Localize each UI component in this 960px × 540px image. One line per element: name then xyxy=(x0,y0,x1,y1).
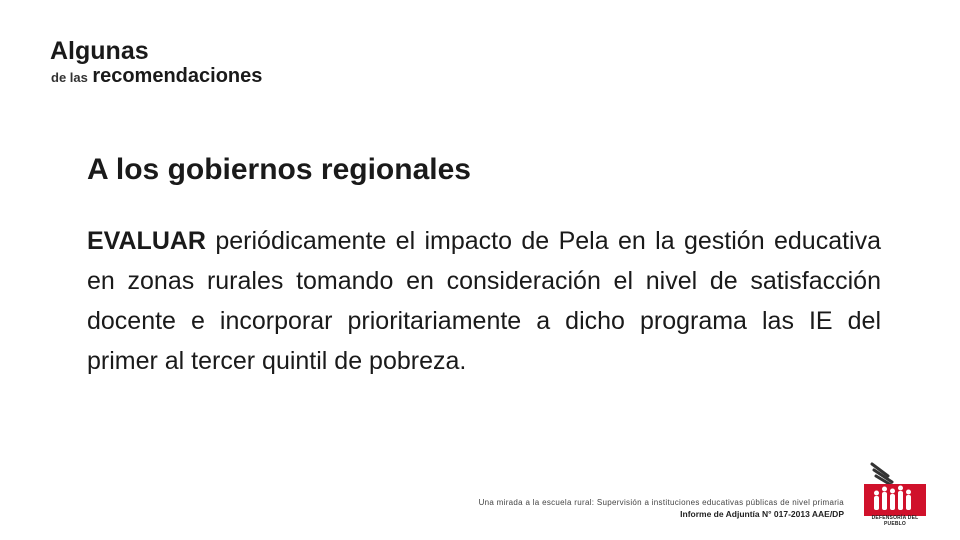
slide-header xyxy=(50,36,262,88)
section-title: A los gobiernos regionales xyxy=(87,153,471,186)
defensoria-logo-icon xyxy=(864,462,926,522)
footer-report: Informe de Adjuntía N° 017-2013 AAE/DP xyxy=(680,509,844,519)
logo-caption: DEFENSORÍA DEL PUEBLO xyxy=(871,515,919,527)
paragraph-emphasis: EVALUAR xyxy=(87,227,206,255)
footer-source: Una mirada a la escuela rural: Supervisión a instituciones educativas públicas de nivel primaria xyxy=(478,498,844,507)
recommendation-paragraph xyxy=(87,221,881,381)
slide-footer xyxy=(479,497,844,520)
header-line1: Algunas xyxy=(50,37,149,65)
header-line2-big: recomendaciones xyxy=(92,65,263,87)
slide-content xyxy=(87,148,881,406)
header-line2-small: de las xyxy=(51,70,88,85)
header-line2 xyxy=(51,66,262,88)
paragraph-text: periódicamente el impacto de Pela en la gestión educativa en zonas rurales tomando en consideración el nivel de satisfacción docente e incorporar prioritariamente a dicho programa las IE del primer al tercer quintil de pobreza. xyxy=(87,227,881,375)
